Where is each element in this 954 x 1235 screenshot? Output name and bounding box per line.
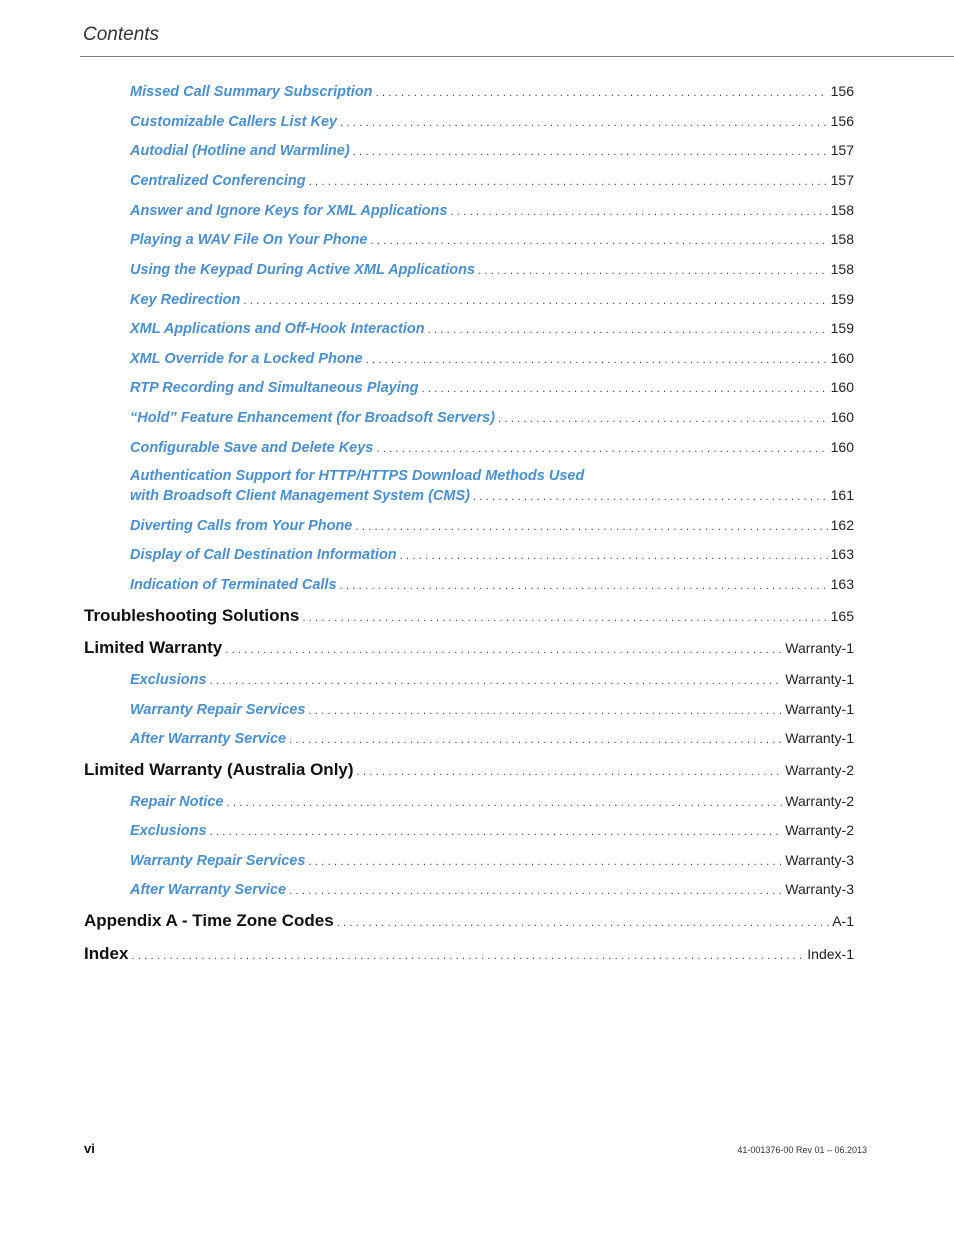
toc-chapter-page: Warranty-2 [785, 762, 854, 778]
toc-entry-title: Centralized Conferencing [130, 173, 306, 189]
dot-leader [309, 177, 828, 188]
toc-entry-page: 158 [830, 261, 854, 277]
header-divider [80, 56, 954, 57]
dot-leader [340, 581, 828, 592]
dot-leader [226, 798, 782, 809]
dot-leader [340, 118, 828, 129]
dot-leader [337, 918, 830, 929]
dot-leader [289, 735, 782, 746]
toc-entry-title: Missed Call Summary Subscription [130, 84, 373, 100]
toc-entry-page: Warranty-1 [785, 730, 854, 746]
toc-entry-title: After Warranty Service [130, 882, 287, 898]
toc-entry-title: Diverting Calls from Your Phone [130, 518, 353, 534]
dot-leader [308, 857, 782, 868]
toc-entry-page: 160 [830, 439, 854, 455]
toc-entry-page: 163 [830, 546, 854, 562]
toc-chapter-page: Warranty-1 [785, 640, 854, 656]
dot-leader [210, 676, 783, 687]
toc-entry-title: Display of Call Destination Information [130, 547, 397, 563]
toc-entry-title: Playing a WAV File On Your Phone [130, 232, 368, 248]
dot-leader [225, 645, 782, 656]
toc-entry-title: Exclusions [130, 823, 207, 839]
dot-leader [428, 325, 828, 336]
toc-entry-title: RTP Recording and Simultaneous Playing [130, 380, 419, 396]
toc-entry-page: 161 [830, 487, 854, 503]
dot-leader [131, 951, 804, 962]
toc-entry-title: Repair Notice [130, 794, 224, 810]
toc-entry-title: Key Redirection [130, 292, 241, 308]
toc-entry-title: “Hold” Feature Enhancement (for Broadsoft Servers) [130, 410, 495, 426]
toc-entry-page: Warranty-1 [785, 701, 854, 717]
toc-chapter-page: Index-1 [807, 946, 854, 962]
dot-leader [243, 296, 827, 307]
toc-entry-title: Customizable Callers List Key [130, 114, 338, 130]
toc-entry-page: 156 [830, 113, 854, 129]
toc-entry-title: Exclusions [130, 672, 207, 688]
dot-leader [473, 492, 828, 503]
toc-chapter-title: Troubleshooting Solutions [84, 606, 300, 625]
dot-leader [210, 827, 783, 838]
toc-entry-page: 162 [830, 517, 854, 533]
toc-entry-title: After Warranty Service [130, 731, 287, 747]
dot-leader [353, 147, 828, 158]
dot-leader [498, 414, 828, 425]
toc-entry-page: Warranty-2 [785, 822, 854, 838]
toc-entry-title: Configurable Save and Delete Keys [130, 440, 374, 456]
toc-entry-title: Answer and Ignore Keys for XML Applications [130, 203, 448, 219]
dot-leader [376, 88, 828, 99]
toc-chapter-title: Appendix A - Time Zone Codes [84, 911, 334, 930]
toc-entry-title: Autodial (Hotline and Warmline) [130, 143, 350, 159]
toc-entry-page: 160 [830, 379, 854, 395]
dot-leader [400, 551, 828, 562]
toc-chapter-page: 165 [830, 608, 854, 624]
toc-entry-title: Warranty Repair Services [130, 853, 306, 869]
dot-leader [370, 236, 827, 247]
dot-leader [355, 522, 827, 533]
toc-entry-title: XML Applications and Off-Hook Interaction [130, 321, 425, 337]
toc-entry-title-line1: Authentication Support for HTTP/HTTPS Download Methods Used [130, 468, 585, 484]
page-header-title: Contents [83, 24, 160, 45]
toc-entry-title: XML Override for a Locked Phone [130, 351, 363, 367]
toc-entry-page: 163 [830, 576, 854, 592]
toc-entry-title: Indication of Terminated Calls [130, 577, 337, 593]
toc-entry-title: Using the Keypad During Active XML Applications [130, 262, 476, 278]
toc-entry-page: 157 [830, 142, 854, 158]
dot-leader [421, 384, 827, 395]
dot-leader [450, 207, 827, 218]
dot-leader [302, 613, 827, 624]
toc-entry-page: 159 [830, 320, 854, 336]
dot-leader [308, 706, 782, 717]
toc-entry-page: Warranty-1 [785, 671, 854, 687]
toc-entry-title: Warranty Repair Services [130, 702, 306, 718]
dot-leader [289, 886, 782, 897]
footer-page-number: vi [84, 1141, 95, 1156]
toc-entry-page: 160 [830, 409, 854, 425]
toc-entry-page: Warranty-3 [785, 881, 854, 897]
toc-entry-title: with Broadsoft Client Management System (CMS) [130, 488, 470, 504]
toc-entry-page: 159 [830, 291, 854, 307]
toc-entry-page: 158 [830, 202, 854, 218]
toc-entry-page: 160 [830, 350, 854, 366]
toc-entry-page: Warranty-2 [785, 793, 854, 809]
toc-chapter-page: A-1 [832, 913, 854, 929]
dot-leader [376, 444, 827, 455]
toc-chapter-title: Limited Warranty [84, 638, 223, 657]
footer-document-id: 41-001376-00 Rev 01 – 06.2013 [737, 1145, 867, 1155]
toc-chapter-title: Index [84, 944, 129, 963]
dot-leader [478, 266, 828, 277]
toc-entry-page: 158 [830, 231, 854, 247]
toc-entry-page: 156 [830, 83, 854, 99]
toc-entry-page: Warranty-3 [785, 852, 854, 868]
dot-leader [366, 355, 828, 366]
toc-entry-page: 157 [830, 172, 854, 188]
toc-chapter-title: Limited Warranty (Australia Only) [84, 760, 354, 779]
dot-leader [357, 767, 783, 778]
